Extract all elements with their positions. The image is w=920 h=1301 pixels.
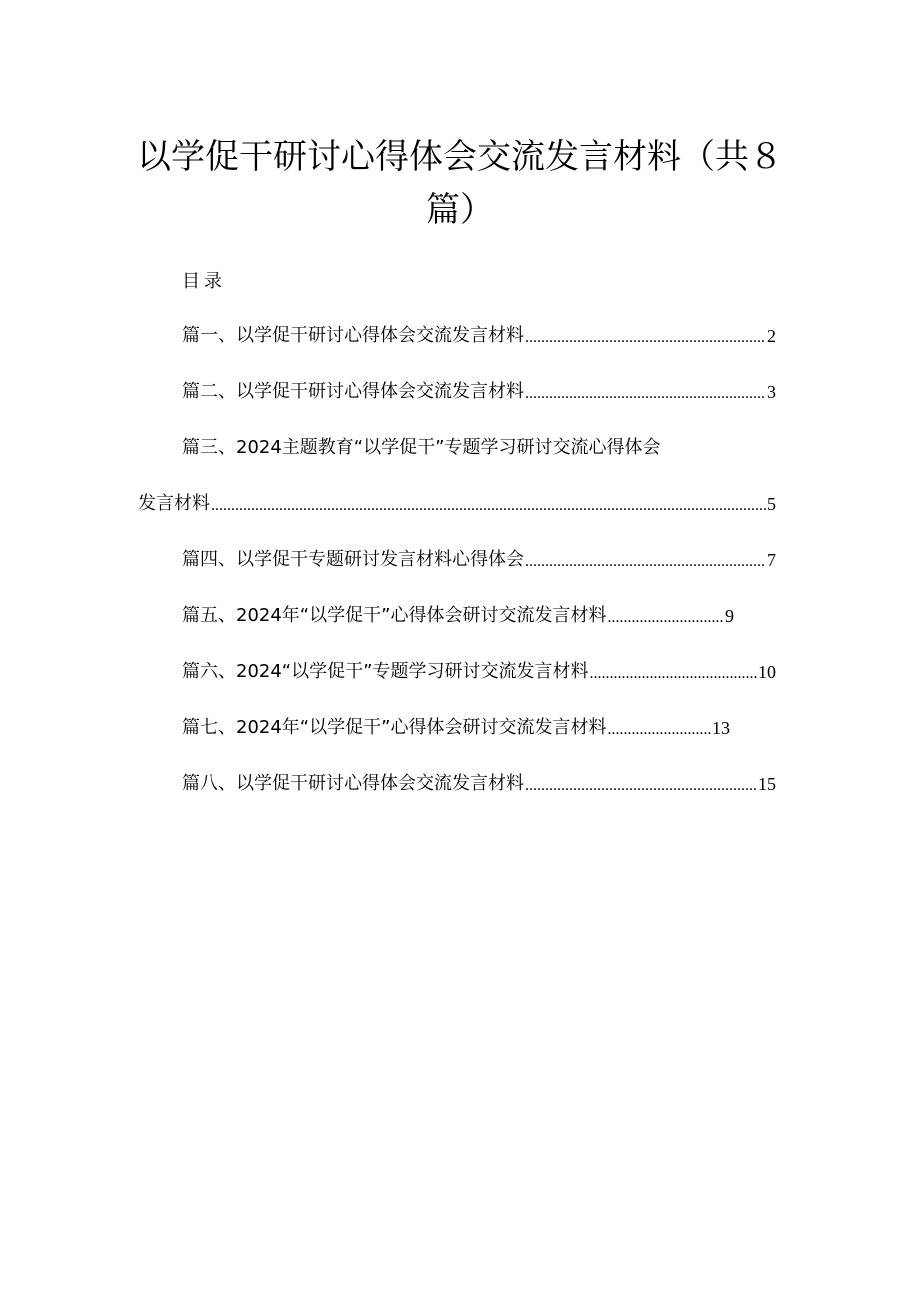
toc-entry-label: 篇八、以学促干研讨心得体会交流发言材料	[182, 773, 524, 794]
toc-entry-page: 13	[712, 718, 730, 738]
toc-entry-page: 3	[767, 382, 776, 402]
toc-entry-label: 篇二、以学促干研讨心得体会交流发言材料	[182, 381, 524, 402]
toc-entry-7[interactable]	[182, 715, 730, 741]
toc-dot-leader	[525, 327, 766, 349]
toc-entry-label: 篇四、以学促干专题研讨发言材料心得体会	[182, 549, 524, 570]
toc-entry-1[interactable]	[182, 323, 776, 349]
toc-entry-label: 篇五、2024年“以学促干”心得体会研讨交流发言材料	[182, 605, 607, 626]
toc-entry-label: 发言材料	[138, 493, 210, 514]
toc-entry-3-line-1[interactable]: 篇三、2024主题教育“以学促干”专题学习研讨交流心得体会	[182, 437, 661, 458]
toc-entry-page: 9	[725, 606, 734, 626]
toc-dot-leader	[525, 551, 766, 573]
toc-entry-page: 15	[758, 774, 776, 794]
toc-entry-page: 2	[767, 326, 776, 346]
toc-entry-label: 篇七、2024年“以学促干”心得体会研讨交流发言材料	[182, 717, 607, 738]
document-title-line-2: 篇）	[426, 190, 494, 230]
toc-entry-page: 10	[758, 662, 776, 682]
toc-entry-8[interactable]	[182, 771, 776, 797]
toc-entry-label: 篇一、以学促干研讨心得体会交流发言材料	[182, 325, 524, 346]
document-title-line-1: 以学促干研讨心得体会交流发言材料（共８	[137, 137, 783, 177]
toc-entry-3[interactable]	[138, 491, 776, 517]
toc-dot-leader	[211, 495, 766, 517]
toc-entry-label: 篇六、2024“以学促干”专题学习研讨交流发言材料	[182, 661, 589, 682]
toc-entry-4[interactable]	[182, 547, 776, 573]
toc-heading: 目录	[182, 271, 226, 292]
toc-dot-leader	[607, 719, 711, 741]
toc-entry-page: 5	[767, 494, 776, 514]
toc-dot-leader	[525, 383, 766, 405]
toc-entry-6[interactable]	[182, 659, 776, 685]
toc-dot-leader	[607, 607, 724, 629]
toc-entry-page: 7	[767, 550, 776, 570]
toc-dot-leader	[589, 663, 757, 685]
toc-entry-2[interactable]	[182, 379, 776, 405]
toc-dot-leader	[525, 775, 757, 797]
toc-entry-5[interactable]	[182, 603, 734, 629]
